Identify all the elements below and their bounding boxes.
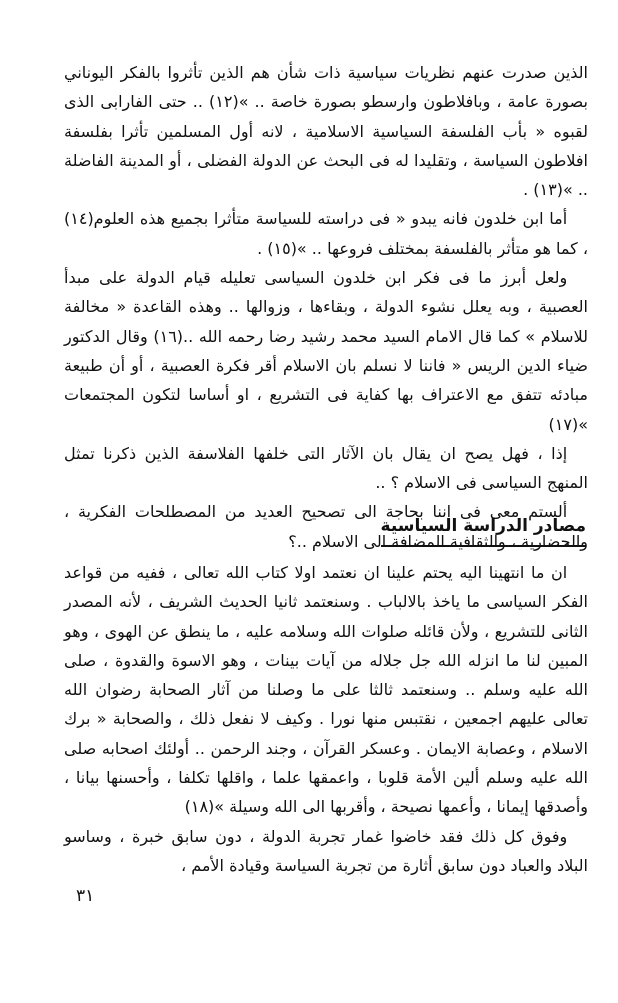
book-page — [64, 58, 588, 878]
section-heading: مصادر الدراسة السياسية — [381, 511, 586, 547]
paragraph: إذا ، فهل يصح ان يقال بان الآثار التى خلفها الفلاسفة الذين ذكرنا تمثل المنهج السياسى فى الاسلام ؟ .. — [64, 443, 588, 493]
paragraph: الذين صدرت عنهم نظريات سياسية ذات شأن هم الذين تأثروا بالفكر اليوناني بصورة عامة ، وبافلاطون وارسطو بصورة خاصة .. »(١٢) .. حتى الفارابى الذى لقبوه « بأب الفلسفة السياسية الاسلامية ، لانه أول المسلمين تأثرا بفلسفة افلاطون السياسة ، وتقليدا له فى البحث عن الدولة الفضلى ، أو المدينة الفاضلة .. »(١٣) . — [64, 63, 589, 200]
section-heading-row — [64, 511, 588, 555]
text-section-intro — [64, 58, 588, 556]
paragraph: وفوق كل ذلك فقد خاضوا غمار تجربة الدولة ، دون سابق خبرة ، وساسو البلاد والعباد دون سابق أثارة من تجربة السياسة وقيادة الأمم ، — [64, 826, 588, 875]
paragraph: أما ابن خلدون فانه يبدو « فى دراسته للسياسة متأثرا بجميع هذه العلوم(١٤) ، كما هو متأثر بالفلسفة بمختلف فروعها .. »(١٥) . — [64, 209, 588, 258]
paragraph: ألستم معى فى اننا بحاجة الى تصحيح العديد من المصطلحات الفكرية ، والحضارية ، والثقافية المضافة الى الاسلام ..؟ — [64, 502, 588, 551]
paragraph: ان ما انتهينا اليه يحتم علينا ان نعتمد اولا كتاب الله تعالى ، ففيه من قواعد الفكر السياسى ما ياخذ بالالباب . وسنعتمد ثانيا الحديث الشريف ، لأنه المصدر الثانى للتشريع ، ولأن قائله صلوات الله وسلامه عليه ، ما ينطق عن الهوى ، وهو المبين لنا ما انزله الله جل جلاله من آيات بينات ، وهو الاسوة والقدوة ، صلى الله عليه وسلم .. وسنعتمد ثالثا على ما وصلنا من آثار الصحابة رضوان الله تعالى عليهم اجمعين ، نقتبس منها نورا . وكيف لا نفعل ذلك ، والصحابة « برك الاسلام ، وعصابة الايمان . وعسكر القرآن ، وجند الرحمن .. أولئك اصحابه صلى الله عليه وسلم ألين الأمة قلوبا ، واعمقها علما ، واقلها تكلفا ، وأحسنها بيانا ، وأصدقها إيمانا ، وأعمها نصيحة ، وأقربها الى الله وسيلة »(١٨) — [64, 563, 588, 817]
text-section-sources — [64, 558, 588, 880]
page-number: ٣١ — [76, 886, 95, 906]
paragraph: ولعل أبرز ما فى فكر ابن خلدون السياسى تعليله قيام الدولة على مبدأ العصبية ، وبه يعلل نشوء الدولة ، وبقاءها ، وزوالها .. وهذه القاعدة « مخالفة للاسلام » كما قال الامام السيد محمد رشيد رضا رحمه الله ..(١٦) وقال الدكتور ضياء الدين الريس « فاننا لا نسلم بان الاسلام أقر فكرة العصبية ، أو أن طبيعة مبادئه تتفق مع الاعتراف بها كفاية فى التشريع ، او أساسا لتكون المجتمعات »(١٧) — [64, 268, 588, 434]
